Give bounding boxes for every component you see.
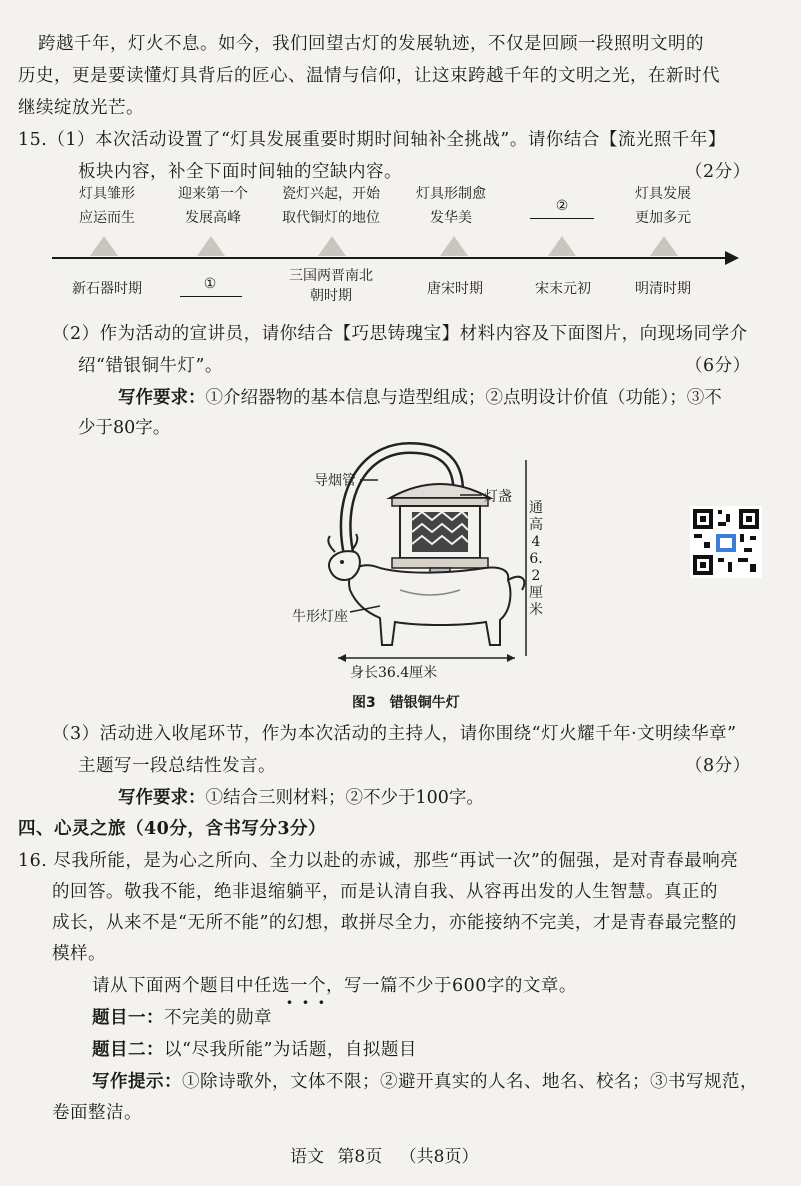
q15-part1-line-1: 15.（1）本次活动设置了“灯具发展重要时期时间轴补全挑战”。请你结合【流光照千年】 bbox=[18, 130, 726, 150]
section-4-title: 四、心灵之旅（40分，含书写分3分） bbox=[18, 819, 327, 839]
intro-line-3: 继续绽放光芒。 bbox=[18, 98, 144, 118]
timeline-top-3: 瓷灯兴起，开始 取代铜灯的地位 bbox=[282, 186, 380, 226]
timeline-bottom-3: 三国两晋南北 朝时期 bbox=[289, 268, 373, 304]
q15-part1-line-2: 板块内容，补全下面时间轴的空缺内容。 bbox=[78, 162, 402, 182]
q15-part2-requirements-line-2: 少于80字。 bbox=[78, 418, 171, 438]
timeline-bottom-5: 宋末元初 bbox=[535, 281, 591, 297]
timeline-blank-1-underline bbox=[180, 296, 242, 297]
figure-caption: 图3 错银铜牛灯 bbox=[352, 695, 460, 711]
q16-line-1: 16. 尽我所能，是为心之所向、全力以赴的赤诚，那些“再试一次”的倔强，是对青春最响亮 bbox=[18, 851, 739, 871]
timeline-arrow-icon bbox=[725, 251, 739, 265]
q15-part2-line-2: 绍“错银铜牛灯”。 bbox=[78, 356, 223, 376]
timeline-axis bbox=[52, 257, 727, 259]
q16-line-4: 模样。 bbox=[52, 944, 106, 964]
requirement-label: 写作要求： bbox=[118, 388, 206, 408]
timeline-bottom-4: 唐宋时期 bbox=[427, 281, 483, 297]
footer-page: 第8页 bbox=[337, 1147, 383, 1167]
requirement-text: ①结合三则材料；②不少于100字。 bbox=[205, 788, 484, 808]
label-smoke-pipe: 导烟管 bbox=[314, 473, 356, 489]
timeline-blank-2-underline bbox=[530, 218, 594, 219]
footer-subject: 语文 bbox=[290, 1147, 324, 1167]
timeline-top-1: 灯具雏形 应运而生 bbox=[79, 186, 135, 226]
requirement-text: ①介绍器物的基本信息与造型组成；②点明设计价值（功能）；③不 bbox=[205, 388, 722, 408]
timeline-marker bbox=[318, 236, 346, 256]
timeline-top-6: 灯具发展 更加多元 bbox=[635, 186, 691, 226]
q16-topic-2 bbox=[92, 1036, 417, 1061]
page-footer bbox=[290, 1142, 478, 1167]
q15-part3-requirements bbox=[118, 784, 484, 809]
label-ox-base: 牛形灯座 bbox=[292, 609, 348, 625]
emphasis-dots: ··· bbox=[286, 990, 334, 1014]
intro-line-1: 跨越千年，灯火不息。如今，我们回望古灯的发展轨迹，不仅是回顾一段照明文明的 bbox=[38, 34, 704, 54]
topic-1-label: 题目一： bbox=[92, 1008, 164, 1028]
footer-total: （共8页） bbox=[399, 1147, 479, 1167]
timeline-marker bbox=[197, 236, 225, 256]
timeline-blank-2[interactable]: ② bbox=[555, 198, 569, 214]
timeline-bottom-1: 新石器时期 bbox=[72, 281, 142, 297]
requirement-label: 写作要求： bbox=[118, 788, 206, 808]
topic-1-text: 不完美的勋章 bbox=[164, 1008, 272, 1028]
label-lamp: 灯盏 bbox=[484, 489, 512, 505]
q15-part2-line-1: （2）作为活动的宣讲员，请你结合【巧思铸瑰宝】材料内容及下面图片，向现场同学介 bbox=[52, 324, 748, 344]
q15-part3-score: （8分） bbox=[685, 756, 751, 776]
q15-part2-requirements bbox=[118, 384, 722, 409]
topic-2-text: 以“尽我所能”为话题，自拟题目 bbox=[164, 1040, 417, 1060]
timeline-blank-1[interactable]: ① bbox=[203, 276, 217, 292]
lamp-hood-shape bbox=[390, 484, 490, 498]
q15-part3-line-2: 主题写一段总结性发言。 bbox=[78, 756, 276, 776]
timeline-marker bbox=[548, 236, 576, 256]
q16-tips-line-2: 卷面整洁。 bbox=[52, 1103, 142, 1123]
ox-body-shape bbox=[349, 565, 510, 645]
tips-label: 写作提示： bbox=[92, 1072, 182, 1092]
timeline-marker bbox=[90, 236, 118, 256]
q15-part2-score: （6分） bbox=[685, 356, 751, 376]
tips-text: ①除诗歌外，文体不限；②避开真实的人名、地名、校名；③书写规范， bbox=[182, 1072, 758, 1092]
qr-code-icon bbox=[690, 506, 762, 578]
q16-choose: 请从下面两个题目中任选一个，写一篇不少于600字的文章。 bbox=[92, 976, 577, 996]
timeline-top-4: 灯具形制愈 发华美 bbox=[416, 186, 486, 226]
q16-line-3: 成长，从来不是“无所不能”的幻想，敢拼尽全力，亦能接纳不完美，才是青春最完整的 bbox=[52, 913, 737, 933]
label-length: 身长36.4厘米 bbox=[350, 665, 438, 681]
q16-topic-1 bbox=[92, 1004, 272, 1029]
intro-line-2: 历史，更是要读懂灯具背后的匠心、温情与信仰，让这束跨越千年的文明之光，在新时代 bbox=[18, 66, 720, 86]
label-height: 通高46.2厘米 bbox=[529, 500, 543, 618]
q16-line-2: 的回答。敬我不能，绝非退缩躺平，而是认清自我、从容再出发的人生智慧。真正的 bbox=[52, 882, 718, 902]
timeline-marker bbox=[650, 236, 678, 256]
q15-part1-score: （2分） bbox=[685, 162, 751, 182]
timeline-bottom-6: 明清时期 bbox=[635, 281, 691, 297]
q15-part3-line-1: （3）活动进入收尾环节，作为本次活动的主持人，请你围绕“灯火耀千年·文明续华章” bbox=[52, 724, 737, 744]
timeline-top-2: 迎来第一个 发展高峰 bbox=[178, 186, 248, 226]
topic-2-label: 题目二： bbox=[92, 1040, 164, 1060]
q16-tips bbox=[92, 1068, 758, 1093]
timeline-marker bbox=[440, 236, 468, 256]
